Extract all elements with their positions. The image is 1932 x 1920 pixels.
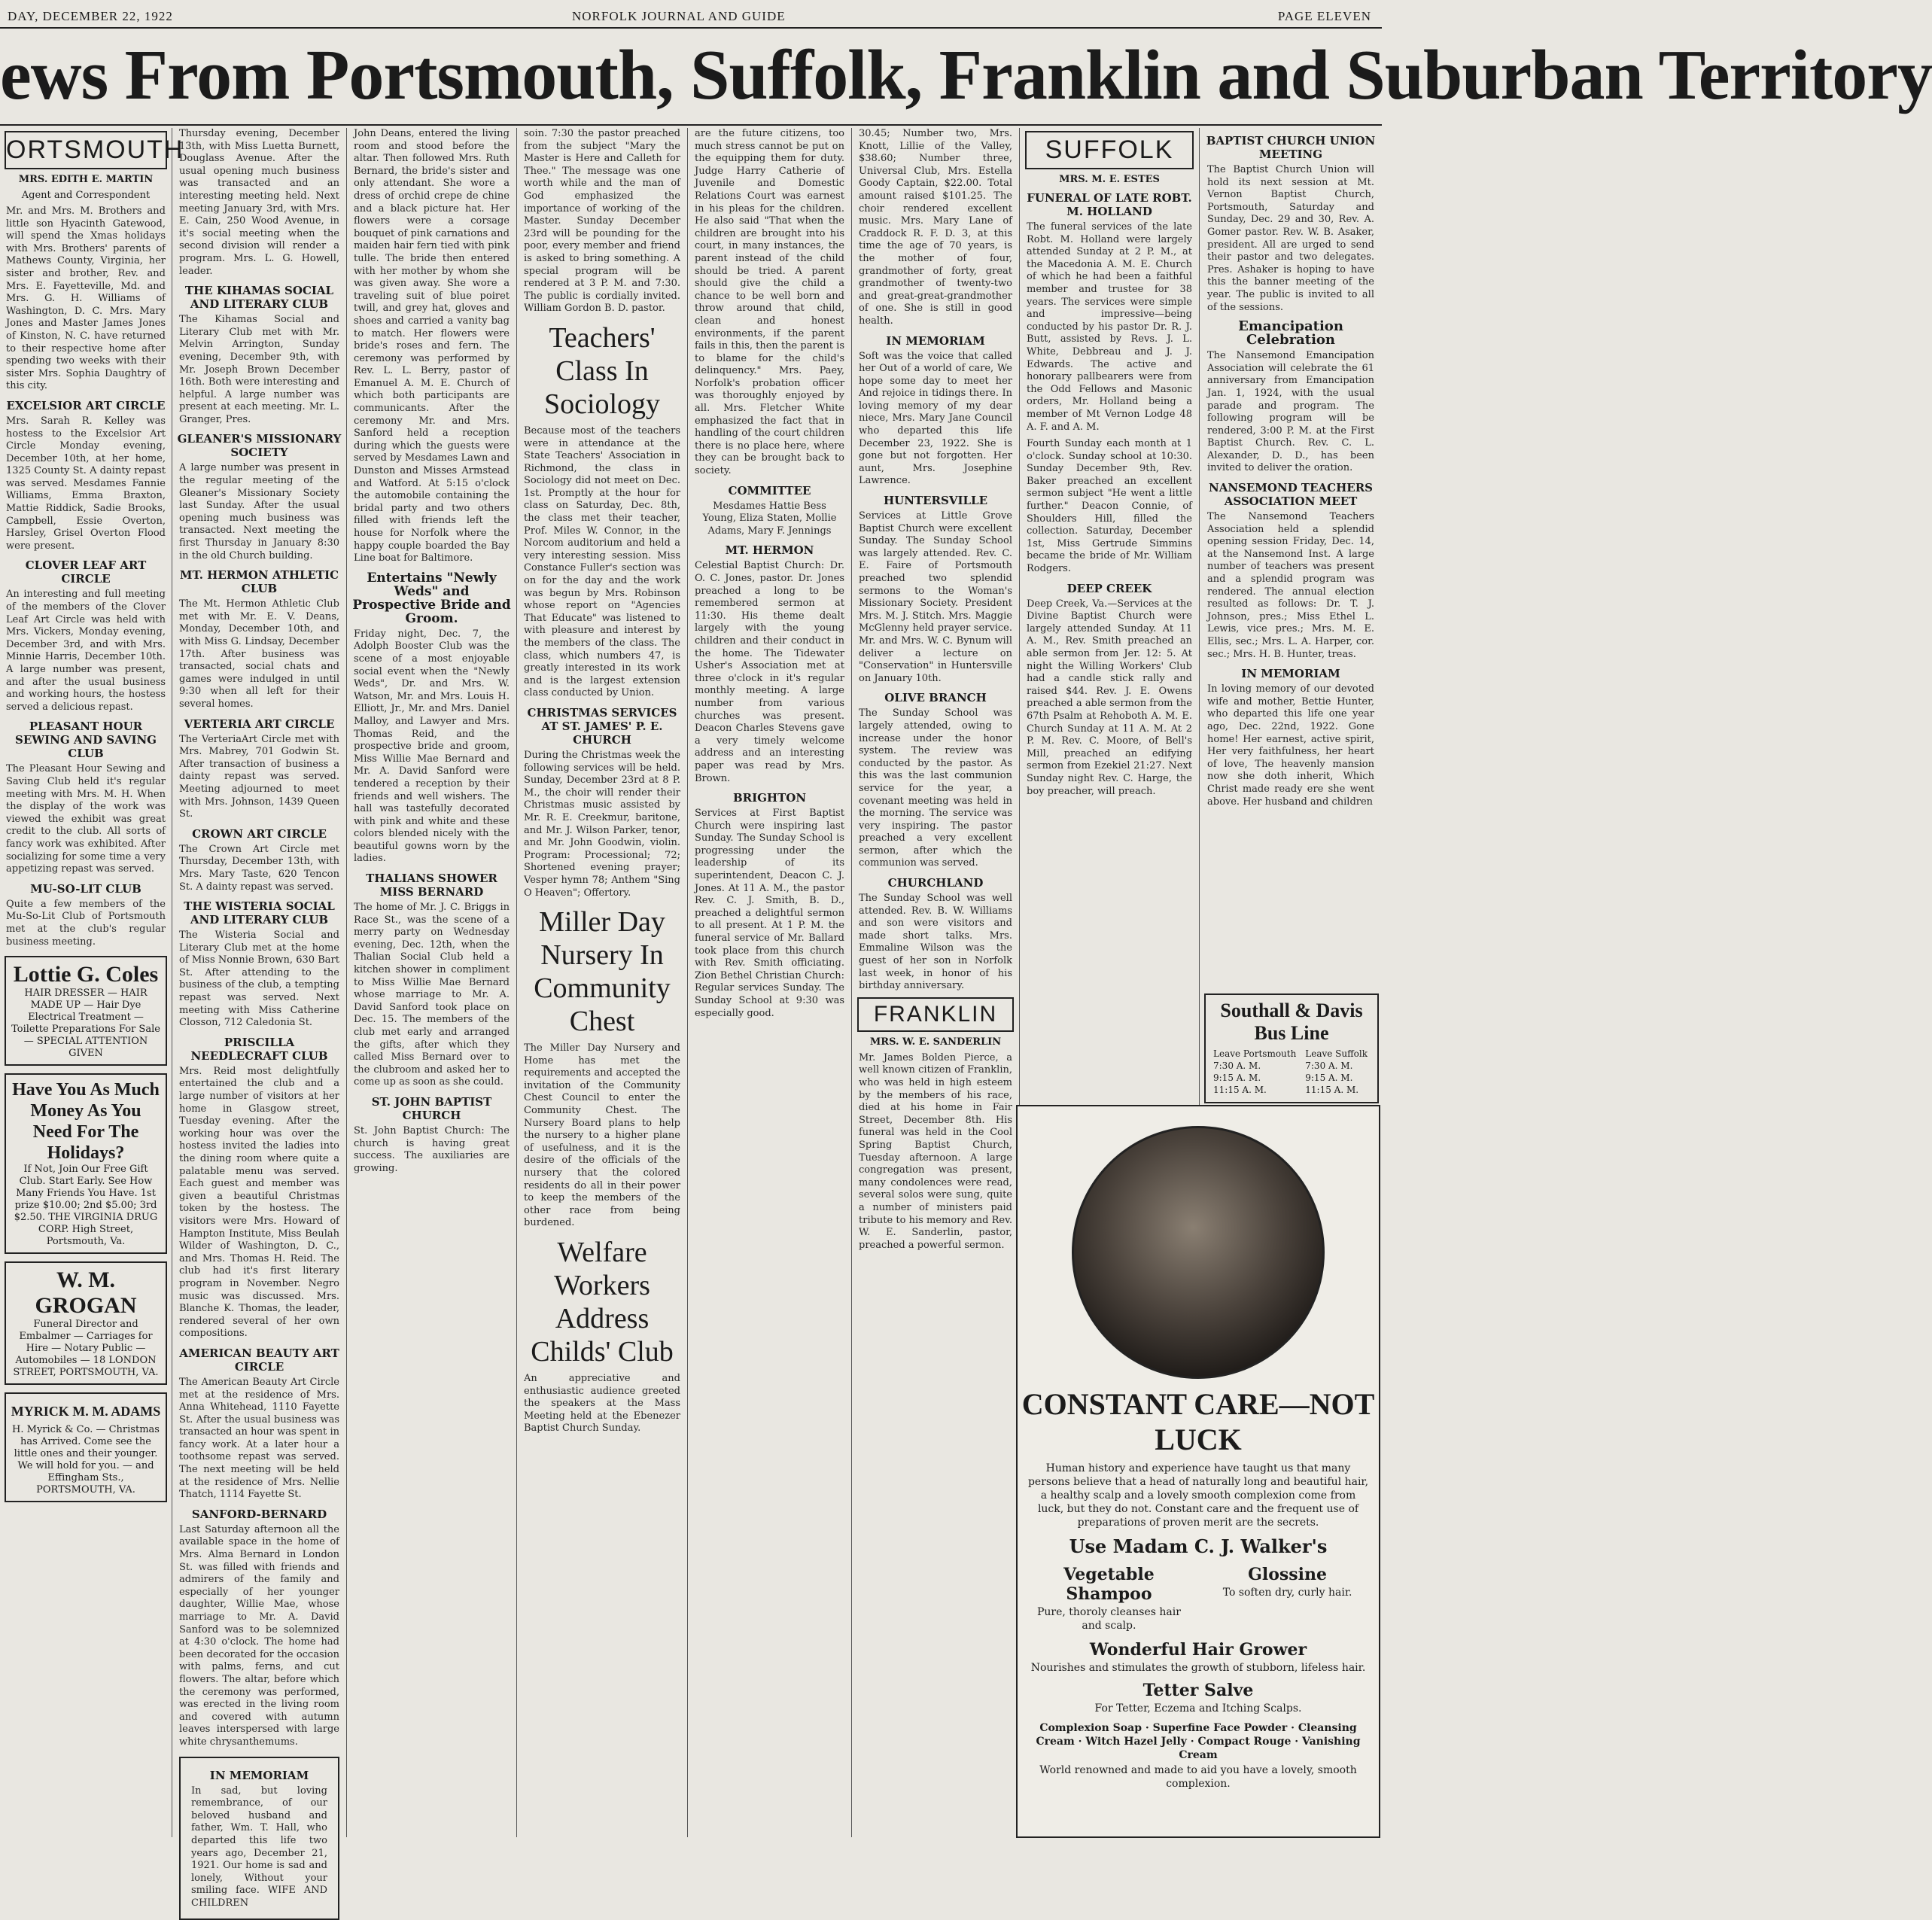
article-text: Celestial Baptist Church: Dr. O. C. Jones, pastor. Dr. Jones preached a long to be remembered sermon at 11:30. His theme dealt largely with the young children and their conduct in the home. The Tidewater Usher's Association met at three o'clock in it's regular monthly meeting. A large number from various churches was present. Deacon Charles Stevens gave a very timely welcome address and an interesting paper was read by Mrs. Brown. — [695, 560, 844, 784]
article-text: The Nansemond Emancipation Association will celebrate the 61 anniversary from Emancipation Jan. 1, 1924, with the usual parade and program. The following program will be rendered, 3:00 P. M. at the First Baptist Church. Rev. C. L. Alexander, D. D., has been invited to deliver the oration. — [1207, 350, 1374, 474]
column-3 — [348, 128, 516, 1837]
article-heading: PLEASANT HOUR SEWING AND SAVING CLUB — [14, 720, 157, 761]
article-heading: CHURCHLAND — [887, 876, 984, 890]
ad-lottie-coles — [5, 956, 167, 1066]
ad-holiday-money — [5, 1073, 167, 1254]
article-heading: BRIGHTON — [732, 791, 807, 805]
product-desc: For Tetter, Eczema and Itching Scalps. — [1094, 1702, 1302, 1715]
article-heading: Teachers' Class In Sociology — [543, 321, 661, 420]
portrait-image — [1072, 1126, 1325, 1379]
article-heading: THE WISTERIA SOCIAL AND LITERARY CLUB — [184, 899, 335, 927]
bus-timetable — [1210, 1048, 1373, 1096]
article-text: The VerteriaArt Circle met with Mrs. Mabrey, 701 Godwin St. After transaction of business a dainty repast was served. Meeting adjourned to meet with Mrs. Johnson, 1439 Queen St. — [179, 733, 339, 820]
product-name: Vegetable Shampoo — [1063, 1565, 1155, 1604]
committee-names: Mesdames Hattie Bess Young, Eliza Staten, Mollie Adams, Mary F. Jennings — [702, 500, 837, 537]
ad-brand-line: Use Madam C. J. Walker's — [1069, 1535, 1328, 1557]
article-text: The Wisteria Social and Literary Club met at the home of Miss Nonnie Brown, 630 Bart St. After attending to the business of the club, a tempting repast was served. Next meeting with Miss Catherine Closson, 712 Caledonia St. — [179, 930, 339, 1029]
article-text: are the future citizens, too much stress cannot be put on the equipping them for duty. Judge Harry Catherie of Juvenile and Domestic Relations Court was earnest in his pleas for the children. He also said "That when the children are brought into his court, in many instances, the parent instead of the child should be tried. A parent should give the child a chance to be well born and throw around that child, clean and honest environments, if the parent fails in this, then the parent is to blame for the child's delinquency." Mrs. Paey, Norfolk's probation officer was thoroughly enjoyed by all. Mrs. Fletcher White emphasized the fact that in handling of the court children there is no place here, where they can be brought back to society. — [695, 128, 844, 477]
product-name: Tetter Salve — [1142, 1681, 1254, 1700]
article-heading: CHRISTMAS SERVICES AT ST. JAMES' P. E. CHURCH — [527, 705, 677, 747]
ad-headline: CONSTANT CARE—NOT LUCK — [1021, 1387, 1375, 1456]
article-text: The Miller Day Nursery and Home has met the requirements and accepted the invitation of the Community Chest Council to enter the Community Chest. The Nursery Board plans to help the nursery to a higher plane of usefulness, and it is the desire of the officials of the nursery that the colored residents do all in their power to keep the members of the other race from being burdened. — [524, 1042, 680, 1229]
headline-rule — [0, 124, 1382, 126]
article-text: The Crown Art Circle met Thursday, December 13th, with Mrs. Mary Taste, 620 Tencon St. A dainty repast was served. — [179, 843, 339, 893]
article-heading: Welfare Workers Address Childs' Club — [531, 1237, 674, 1368]
article-text: An interesting and full meeting of the members of the Clover Leaf Art Circle was held with Mrs. Vickers, Monday evening, December 3rd, and with Mrs. Minnie Harris, December 10th. A large number was present, and after the usual business and working hours, the hostess served a delicious repast. — [6, 589, 166, 713]
ad-text: H. Myrick & Co. — Christmas has Arrived. Come see the little ones and their younger. We will hold for you. — and Effingham Sts., PORTSMOUTH, VA. — [12, 1424, 160, 1496]
bus-col-header: Leave Suffolk — [1305, 1048, 1368, 1059]
product-list: Complexion Soap · Superfine Face Powder · Cleansing Cream · Witch Hazel Jelly · Compact Rouge · Vanishing Cream — [1036, 1722, 1361, 1761]
article-text: The Nansemond Teachers Association held a splendid opening session Friday, Dec. 14, at the Nansemond Inst. A large number of teachers was present and a splendid program was rendered. The annual election resulted as follows: Dr. T. J. Johnson, pres.; Miss Ethel L. Lewis, vice pres.; Mrs. M. E. Ellis, sec.; Mrs. L. A. Harper, cor. sec.; Mrs. H. B. Hunter, treas. — [1207, 511, 1374, 660]
article-text: The Sunday School was largely attended, owing to increase under the honor system. The review was conducted by the pastor. As this was the last communion service for the year, a covenant meeting was held in the morning. The service was very inspiring. The pastor preached a very excellent sermon, after which the communion was served. — [859, 707, 1012, 869]
bus-time: 11:15 A. M. — [1305, 1085, 1359, 1095]
column-8 — [1201, 128, 1380, 1100]
article-text: John Deans, entered the living room and stood before the altar. Then followed Mrs. Ruth Bernard, the bride's sister and only attendant. She wore a dress of orchid crepe de chine and a black picture hat. Her flowers were a corsage bouquet of pink carnations and maiden hair fern tied with pink tulle. The bride then entered with her mother by whom she was given away. She wore a traveling suit of blue poiret twill, and grey hat, gloves and shoes and carried a vanity bag to match. Her flowers were bride's roses and fern. The ceremony was performed by Rev. L. L. Berry, pastor of Emanuel A. M. E. Church of which both participants are communicants. After the ceremony Mr. and Mrs. Sanford held a reception during which the guests were served by Mesdames Lawn and Dunston and Misses Armstead and Watford. At 5:15 o'clock the automobile containing the bridal party and two others filled with friends left the house for Norfolk where the happy couple boarded the Bay Line boat for Baltimore. — [354, 128, 510, 564]
article-text: Last Saturday afternoon all the available space in the home of Mrs. Alma Bernard in London St. was filled with friends and admirers of the family and especially of her younger daughter, Willie Mae, whose marriage to Mr. A. David Sanford was to be solemnized at 4:30 o'clock. The home had been decorated for the occasion with palms, ferns, and cut flowers. The altar, before which the ceremony was performed, was erected in the living room and covered with autumn leaves interspersed with large white chrysanthemums. — [179, 1523, 339, 1748]
article-text: The home of Mr. J. C. Briggs in Race St., was the scene of a merry party on Wednesday evening, Dec. 12th, when the Thalian Social Club held a kitchen shower in compliment to Miss Willie Mae Bernard whose marriage to Mr. A. David Sanford took place on Dec. 15. The members of the club met early and arranged the gifts, after which they called Miss Bernard over to the clubroom and asked her to come up as soon as she could. — [354, 902, 510, 1088]
article-text: The Kihamas Social and Literary Club met with Mr. Melvin Arrington, Sunday evening, December 9th, with Mr. Joseph Brown December 16th. Both were interesting and helpful. A large number was present at each meeting. Mr. L. Granger, Pres. — [179, 314, 339, 425]
memorial-box — [179, 1757, 339, 1920]
page-headline: ews From Portsmouth, Suffolk, Franklin and Suburban Territory — [0, 36, 1932, 114]
article-heading: NANSEMOND TEACHERS ASSOCIATION MEET — [1208, 481, 1373, 509]
article-heading: PRISCILLA NEEDLECRAFT CLUB — [190, 1035, 328, 1063]
article-text: During the Christmas week the following services will be held. Sunday, December 23rd at 8 P. M., the choir will render their Christmas music assisted by Mr. R. E. Creekmur, baritone, and Mr. J. Wilson Parker, tenor, and Mr. John Goodwin, violin. Program: Processional; 72; Shortened evening prayer; Vesper hymn 78; Anthem "Sing O Heaven"; Offertory. — [524, 749, 680, 899]
article-heading: DEEP CREEK — [1066, 581, 1152, 595]
article-text: Because most of the teachers were in attendance at the State Teachers' Association in Richmond, the class in Sociology did not meet on Dec. 1st. Promptly at the hour for class on Saturday, Dec. 8th, the class met their teacher, Prof. Miles W. Connor, in the Norcom auditorium and held a very interesting session. Miss Constance Fuller's section was on for the day and the work was begun by Mrs. Robinson whose report on "Agencies That Educate" was listened to with pleasure and interest by the members of the class. The class, which numbers 47, is greatly interested in its work and is the largest extension class conducted by Union. — [524, 424, 680, 699]
correspondent-name: MRS. W. E. SANDERLIN — [869, 1036, 1002, 1048]
article-heading: THALIANS SHOWER MISS BERNARD — [366, 872, 497, 899]
article-text: The American Beauty Art Circle met at the residence of Mrs. Anna Whitehead, 1110 Fayette St. After the usual business was transacted an hour was spent in fancy work. At a later hour a toothsome repast was served. The next meeting will be held at the residence of Mrs. Nellie Thatch, 1114 Fayette St. — [179, 1376, 339, 1501]
ad-intro: Human history and experience have taught us that many persons believe that a head of naturally long and beautiful hair, a healthy scalp and a lovely smooth complexion come from luck, but they do not. Constant care and the frequent use of preparations of proven merit are the secrets. — [1027, 1462, 1369, 1529]
article-text: The Baptist Church Union will hold its next session at Mt. Vernon Baptist Church, Portsmouth, Saturday and Sunday, Dec. 29 and 30, Rev. A. Gomer pastor. Rev. W. B. Asaker, president. All are urged to send their pastor and two delegates. Pres. Ashaker is hoping to have this the banner meeting of the year. The public is invited to all of the sessions. — [1207, 164, 1374, 313]
article-heading: OLIVE BRANCH — [884, 691, 987, 705]
article-heading: HUNTERSVILLE — [883, 494, 988, 508]
article-text: St. John Baptist Church: The church is having great success. The auxiliaries are growing. — [354, 1124, 510, 1174]
article-text: Soft was the voice that called her Out of a world of care, We hope some day to meet her And rejoice in tidings there. In loving memory of my dear niece, Mrs. Mary Jane Council who departed this life December 23, 1922. She is gone but not forgotten. Her aunt, Mrs. Josephine Lawrence. — [859, 350, 1012, 487]
column-rule — [346, 128, 347, 1837]
article-text: A large number was present in the regular meeting of the Gleaner's Missionary Society last Sunday. After the usual opening much business was transacted. Next meeting the first Thursday in January 8:30 in the old Church building. — [179, 462, 339, 561]
section-header-suffolk: SUFFOLK — [1025, 131, 1194, 169]
article-text: The funeral services of the late Robt. M. Holland were largely attended Sunday at 2 P. M., at the Macedonia A. M. E. Church of which he had been a faithful member and trustee for 38 years. The services were simple and impressive—being conducted by his pastor Dr. R. J. Butt, assisted by Revs. J. L. White, Debbreau and J. J. Edwards. The active and honorary pallbearers were from the Odd Fellows and Masonic orders, Mr. Holland being a member of Mt Vernon Lodge 48 A. F. and A. M. — [1027, 221, 1192, 433]
article-heading: GLEANER'S MISSIONARY SOCIETY — [177, 432, 342, 460]
masthead-bar — [0, 5, 1382, 27]
article-heading: IN MEMORIAM — [1241, 667, 1340, 681]
article-heading: MT. HERMON — [725, 543, 814, 558]
bus-time: 7:30 A. M. — [1213, 1060, 1261, 1071]
article-heading: CROWN ART CIRCLE — [192, 826, 327, 841]
ad-text: If Not, Join Our Free Gift Club. Start Early. See How Many Friends You Have. 1st prize $10.00; 2nd $5.00; 3rd $2.50. THE VIRGINIA DRUG CORP. High Street, Portsmouth, Va. — [14, 1164, 158, 1248]
article-heading: Miller Day Nursery In Community Chest — [534, 906, 671, 1038]
bus-time: 11:15 A. M. — [1213, 1085, 1267, 1095]
article-text: Mr. James Bolden Pierce, a well known citizen of Franklin, who was held in high esteem by the members of his race, died at his home in Fair Street, December 8th. His funeral was held in the Cool Spring Baptist Church, Tuesday afternoon. A large congregation was present, many condolences were read, several solos were sung, quite a number of ministers paid tribute to his memory and Rev. W. E. Sanderlin, pastor, preached a powerful sermon. — [859, 1051, 1012, 1251]
product-name: Glossine — [1248, 1565, 1328, 1584]
product-desc: Nourishes and stimulates the growth of stubborn, lifeless hair. — [1030, 1662, 1366, 1674]
column-rule — [516, 128, 517, 1837]
top-rule — [0, 27, 1382, 29]
column-suffolk — [1021, 128, 1198, 1100]
ad-title: Have You As Much Money As You Need For The Holidays? — [12, 1080, 160, 1164]
correspondent-title: Agent and Correspondent — [21, 190, 151, 201]
article-text: Services at First Baptist Church were inspiring last Sunday. The Sunday School is progressing under the leadership of its superintendent, Deacon C. J. Jones. At 11 A. M., the pastor Rev. C. J. Smith, B. D., preached a delightful sermon to all present. At 1 P. M. the funeral service of Mr. Ballard took place from this church with Rev. Smith officiating. Zion Bethel Christian Church: Regular services Sunday. The Sunday School at 9:30 was especially good. — [695, 808, 844, 1019]
ad-text: Funeral Director and Embalmer — Carriages for Hire — Notary Public — Automobiles — 18 LONDON STREET, PORTSMOUTH, VA. — [13, 1319, 159, 1379]
article-heading: VERTERIA ART CIRCLE — [184, 717, 335, 731]
bus-time: 7:30 A. M. — [1305, 1060, 1353, 1071]
article-text: An appreciative and enthusiastic audience greeted the speakers at the Mass Meeting held at the Ebenezer Baptist Church Sunday. — [524, 1373, 680, 1435]
article-text: Fourth Sunday each month at 1 o'clock. Sunday school at 10:30. Sunday December 9th, Rev. Baker preached an excellent sermon subject "He went a little further." Deacon Connie, of Shoulders Hill, filled the collection. Saturday, December 1st, Miss Gertrude Simmins became the bride of Mr. William Rodgers. — [1027, 438, 1192, 575]
article-heading: MT. HERMON ATHLETIC CLUB — [179, 568, 339, 596]
column-rule — [687, 128, 688, 1837]
ad-title: MYRICK M. M. ADAMS — [11, 1404, 161, 1419]
article-text: The Mt. Hermon Athletic Club met with Mr. E. V. Deans, Monday, December 10th, and with Miss G. Lindsay, December 17th. After business was transacted, social chats and games were indulged in until 9:30 when all left for their several homes. — [179, 598, 339, 710]
article-heading: Entertains "Newly Weds" and Prospective Bride and Groom. — [352, 570, 511, 626]
product-desc: Pure, thoroly cleanses hair and scalp. — [1036, 1606, 1181, 1632]
bus-time: 9:15 A. M. — [1305, 1073, 1353, 1083]
committee-heading: COMMITTEE — [728, 483, 811, 497]
section-header-franklin: FRANKLIN — [857, 997, 1014, 1032]
ad-text: HAIR DRESSER — HAIR MADE UP — Hair Dye Electrical Treatment — Toilette Preparations For Sale — SPECIAL ATTENTION GIVEN — [11, 987, 160, 1060]
article-heading: AMERICAN BEAUTY ART CIRCLE — [179, 1346, 339, 1374]
column-5 — [689, 128, 850, 1837]
article-heading: FUNERAL OF LATE ROBT. M. HOLLAND — [1027, 191, 1192, 218]
article-text: Thursday evening, December 13th, with Miss Luetta Burnett, Douglass Avenue. After the usual opening much business was transacted and an interesting meeting held. Next meeting January 3rd, with Mrs. E. Cain, 250 Wood Avenue, in it's social meeting when the second division will render a program. Mrs. L. G. Howell, leader. — [179, 128, 339, 277]
article-text: Deep Creek, Va.—Services at the Divine Baptist Church were largely attended Sunday. At 11 A. M., Rev. Smith preached an able sermon from Jer. 12: 5. At night the Willing Workers' Club had a candle stick rally and raised $44. Rev. J. E. Owens preached a able sermon from the 67th Psalm at Rehoboth A. M. E. Church Sunday at 11 A. M. At 2 P. M. Rev. C. Moore, of Bell's Mill, preached an edifying sermon from Ezekiel 21:27. Next Sunday night Rev. C. Harge, the boy preacher, will preach. — [1027, 598, 1192, 797]
article-text: Quite a few members of the Mu-So-Lit Club of Portsmouth met at the club's regular business meeting. — [6, 898, 166, 948]
walker-advertisement — [1016, 1105, 1380, 1838]
product-name: Wonderful Hair Grower — [1089, 1640, 1307, 1660]
memorial-title: IN MEMORIAM — [209, 1768, 309, 1782]
paper-name: NORFOLK JOURNAL AND GUIDE — [572, 9, 786, 23]
bus-time: 9:15 A. M. — [1213, 1073, 1261, 1083]
ad-grogan — [5, 1261, 167, 1385]
ad-title: W. M. GROGAN — [35, 1267, 137, 1319]
correspondent-name: MRS. EDITH E. MARTIN — [18, 174, 154, 185]
product-row — [1027, 1559, 1370, 1634]
page-number: PAGE ELEVEN — [1277, 9, 1371, 23]
bus-col-header: Leave Portsmouth — [1213, 1048, 1297, 1059]
column-6 — [853, 128, 1018, 1837]
article-text: The Pleasant Hour Sewing and Saving Club held it's regular meeting with Mrs. M. H. When the display of the work was viewed the exhibit was great credit to the club. All sorts of fancy work was exhibited. After socializing for some time a very appetizing repast was served. — [6, 763, 166, 875]
column-rule — [851, 128, 852, 1837]
section-header-portsmouth: ORTSMOUTH — [5, 131, 167, 169]
product-desc: To soften dry, curly hair. — [1222, 1587, 1352, 1599]
issue-date: DAY, DECEMBER 22, 1922 — [8, 9, 173, 23]
article-heading: THE KIHAMAS SOCIAL AND LITERARY CLUB — [184, 284, 334, 312]
ad-footer: World renowned and made to aid you have a lovely, smooth complexion. — [1039, 1764, 1357, 1790]
column-4 — [518, 128, 686, 1837]
article-text: Mr. and Mrs. M. Brothers and little son Hyacinth Gatewood, will spend the Xmas holidays with Mrs. Brothers' parents of Mathews County, Virginia, her sister and brother, Rev. and Mrs. E. Fayetteville, Md. and Mrs. G. H. Williams of Washington, D. C. Mrs. Mary Jones and Master James Jones of Kinston, N. C. have returned to their respective home after spending two weeks with their sister Mrs. Sophia Daughtry of this city. — [6, 205, 166, 392]
article-heading: CLOVER LEAF ART CIRCLE — [25, 558, 147, 586]
article-text: soin. 7:30 the pastor preached from the subject "Mary the Master is Here and Calleth for Thee." The message was one worth while and the man of God emphasized the importance of working of the Master. Sunday December 23rd will be pounding for the poor, every member and friend is asked to bring something. A special program will be rendered at 3 P. M. and 7:30. The public is cordially invited. William Gordon B. D. pastor. — [524, 128, 680, 315]
ad-title: Lottie G. Coles — [13, 962, 159, 987]
article-text: The Sunday School was well attended. Rev. B. W. Williams and son were visitors and made short talks. Mrs. Emmaline Wilson was the guest of her son in Norfolk last week, in honor of his birthday anniversary. — [859, 893, 1012, 992]
article-heading: MU-SO-LIT CLUB — [30, 881, 141, 896]
article-heading: ST. JOHN BAPTIST CHURCH — [371, 1094, 492, 1122]
article-text: Mrs. Reid most delightfully entertained the club and a large number of visitors at her home in Glasgow street, Tuesday evening. After the working hour was over the hostess invited the ladies into the dining room where quite a palatable menu was served. Each guest and member was given a beautiful Christmas token by the hostess. The visitors were Mrs. Howard of Hampton Institute, Miss Beulah Wilder of Washington, D. C., and Mrs. Thomas H. Reid. The club had it's first literary program in November. Negro music was discussed. Mrs. Blanche K. Thomas, the leader, rendered several of her own compositions. — [179, 1065, 339, 1340]
column-2 — [173, 128, 345, 1909]
article-heading: BAPTIST CHURCH UNION MEETING — [1206, 134, 1376, 161]
article-text: Mrs. Sarah R. Kelley was hostess to the Excelsior Art Circle Monday evening, December 10th, at her home, 1325 County St. A dainty repast was served. Mesdames Fannie Williams, Emma Braxton, Mattie Riddick, Sadie Brooks, Campbell, Essie Overton, Harsley, Grisel Overton Flood were present. — [6, 415, 166, 552]
article-heading: IN MEMORIAM — [886, 333, 985, 348]
column-portsmouth — [0, 128, 184, 1837]
article-text: 30.45; Number two, Mrs. Knott, Lillie of the Valley, $38.60; Number three, Universal Club, Mrs. Estella Goody Captain, $22.00. Total amount raised $101.25. The choir rendered excellent music. Mrs. Mary Lane of Craddock R. F. D. 3, at this time the age of 70 years, is the mother of four, grandmother of forty, great grandmother of twenty-two and great-great-grandmother of one. She is still in good health. — [859, 128, 1012, 327]
bus-schedule-ad — [1204, 993, 1379, 1103]
article-heading: SANFORD-BERNARD — [191, 1507, 327, 1521]
article-heading: Emancipation Celebration — [1238, 318, 1343, 348]
memorial-text: In sad, but loving remembrance, of our beloved husband and father, Wm. T. Hall, who departed this life two years ago, December 21, 1921. Our home is sad and lonely, Without your smiling face. WIFE AND CHILDREN — [191, 1785, 327, 1909]
article-text: Friday night, Dec. 7, the Adolph Booster Club was the scene of a most enjoyable social event when the "Newly Weds", Dr. and Mrs. W. Watson, Mr. and Mrs. Louis H. Elliott, Jr., Mr. and Mrs. Daniel Malloy, and Lawyer and Mrs. Thomas Reid, and the prospective bride and groom, Miss Willie Mae Bernard and Mr. A. David Sanford were tendered a reception by their friends and well wishers. The hall was tastefully decorated with pink and white and these colors blended nicely with the beautiful gowns worn by the ladies. — [354, 628, 510, 865]
article-text: Services at Little Grove Baptist Church were excellent Sunday. The Sunday School was largely attended. Rev. C. E. Faire of Portsmouth preached two splendid sermons to the Woman's Missionary Society. President Mrs. M. J. Stitch. Mrs. Maggie McGlenny held prayer service. Mr. and Mrs. W. C. Bynum will deliver a lecture on "Conservation" in Huntersville on January 10th. — [859, 510, 1012, 684]
bus-title: Southall & Davis Bus Line — [1220, 1000, 1363, 1044]
article-text: In loving memory of our devoted wife and mother, Bettie Hunter, who departed this life one year ago, Dec. 22nd, 1922. Gone home! Her earnest, active spirit, Her very faithfulness, her heart of love, The heavenly mansion now she doth inherit, Which Christ made ready ere she went above. Her husband and children — [1207, 683, 1374, 808]
article-heading: EXCELSIOR ART CIRCLE — [6, 398, 166, 412]
correspondent-name: MRS. M. E. ESTES — [1059, 174, 1160, 185]
ad-myrick — [5, 1392, 167, 1502]
